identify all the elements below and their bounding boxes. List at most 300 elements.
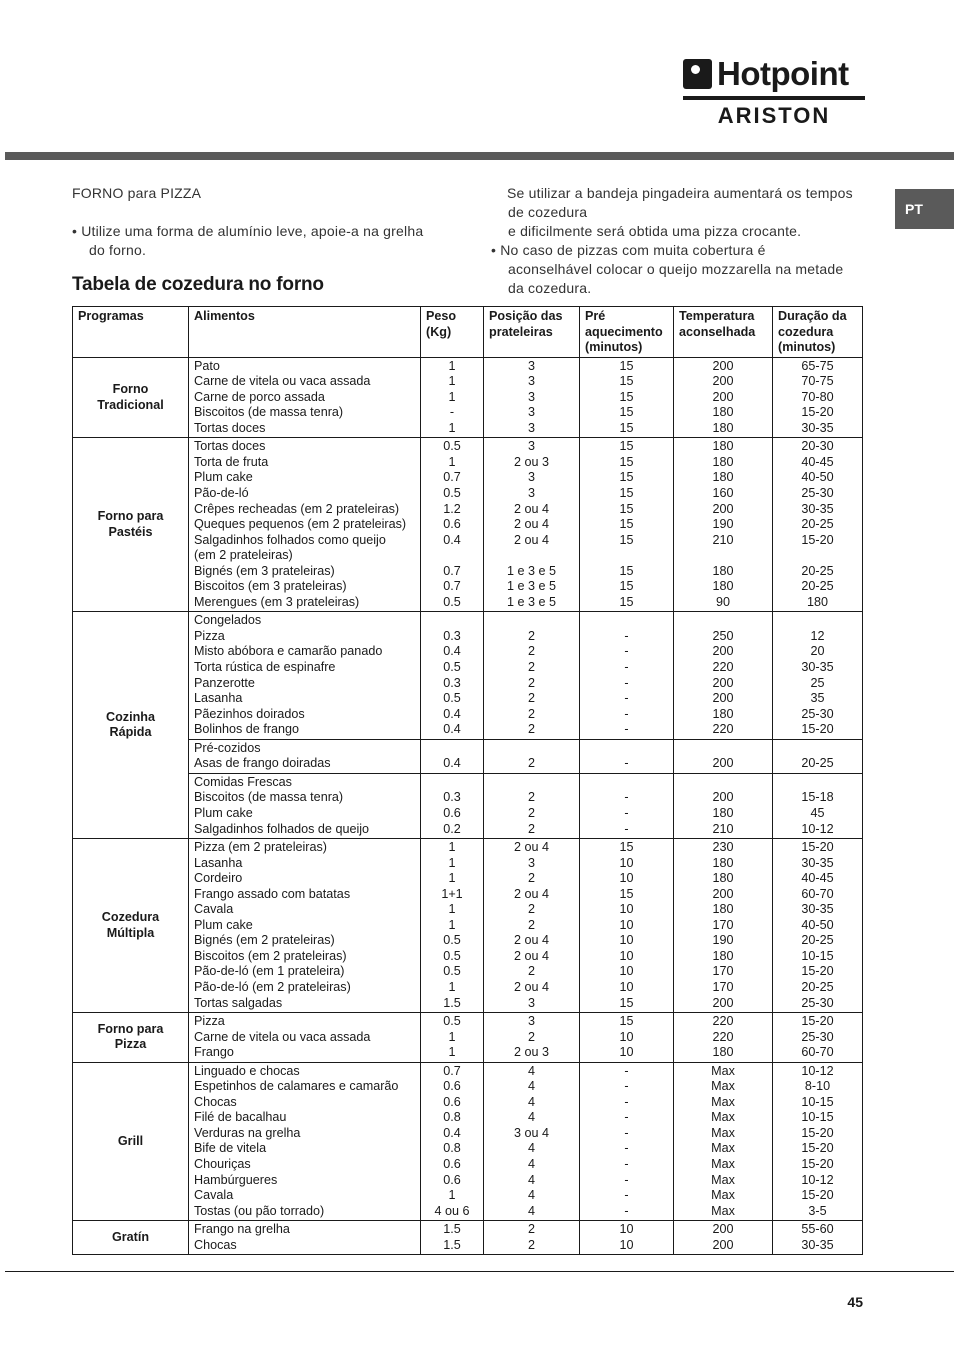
food-item: Pré-cozidos bbox=[194, 740, 261, 755]
shelf-value: 2 bbox=[527, 756, 535, 771]
temperature-value: 190 bbox=[712, 517, 734, 532]
preheat-value bbox=[585, 613, 668, 629]
shelf-value bbox=[489, 548, 574, 564]
weight-value: 1.5 bbox=[443, 1222, 461, 1237]
preheat-value: 10 bbox=[619, 964, 634, 979]
food-item: Crêpes recheadas (em 2 prateleiras) bbox=[194, 501, 400, 516]
weight-value: 0.6 bbox=[443, 517, 461, 532]
duration-value: 15-20 bbox=[801, 722, 834, 737]
food-item: Bife de vitela bbox=[194, 1141, 267, 1156]
weight-value: 0.2 bbox=[443, 821, 461, 836]
food-item: Salgadinhos folhados de queijo bbox=[194, 821, 370, 836]
weight-value: 0.4 bbox=[443, 1125, 461, 1140]
shelf-value: 4 bbox=[527, 1203, 535, 1218]
food-item: Tostas (ou pão torrado) bbox=[194, 1203, 325, 1218]
preheat-value: - bbox=[624, 1156, 629, 1171]
cell-preheat bbox=[580, 1221, 674, 1255]
weight-value: 1 bbox=[448, 917, 456, 932]
cell-food bbox=[189, 773, 421, 838]
preheat-value: 10 bbox=[619, 933, 634, 948]
temperature-value: Max bbox=[711, 1156, 735, 1171]
shelf-value: 2 ou 4 bbox=[513, 933, 549, 948]
duration-value: 55-60 bbox=[801, 1222, 834, 1237]
duration-value: 30-35 bbox=[801, 501, 834, 516]
program-name: Forno para Pastéis bbox=[73, 438, 189, 612]
temperature-value: 200 bbox=[712, 389, 734, 404]
preheat-value: - bbox=[624, 1079, 629, 1094]
temperature-value: 200 bbox=[712, 790, 734, 805]
table-row bbox=[73, 1221, 863, 1255]
preheat-value: - bbox=[624, 660, 629, 675]
cell-weight bbox=[421, 1221, 484, 1255]
preheat-value: 15 bbox=[619, 517, 634, 532]
preheat-value: 10 bbox=[619, 871, 634, 886]
duration-value: 25-30 bbox=[801, 706, 834, 721]
food-item: Chouriças bbox=[194, 1156, 251, 1171]
preheat-value: - bbox=[624, 805, 629, 820]
shelf-value: 2 bbox=[527, 964, 535, 979]
col-header-programs: Programas bbox=[73, 307, 189, 358]
shelf-value: 2 bbox=[527, 871, 535, 886]
temperature-value: 200 bbox=[712, 1222, 734, 1237]
pizza-oven-bullet: • Utilize uma forma de alumínio leve, apoie-a na grelha do forno. bbox=[72, 223, 424, 258]
food-item: Biscoitos (em 3 prateleiras) bbox=[194, 579, 347, 594]
food-item: Plum cake bbox=[194, 805, 253, 820]
temperature-value: 180 bbox=[712, 902, 734, 917]
preheat-value: 10 bbox=[619, 1222, 634, 1237]
shelf-value: 4 bbox=[527, 1188, 535, 1203]
table-row bbox=[73, 612, 863, 739]
shelf-value: 2 bbox=[527, 1029, 535, 1044]
cell-preheat bbox=[580, 357, 674, 438]
temperature-value: 200 bbox=[712, 675, 734, 690]
shelf-value: 2 bbox=[527, 691, 535, 706]
cell-shelf bbox=[484, 612, 580, 739]
duration-value: 30-35 bbox=[801, 660, 834, 675]
duration-value: 10-15 bbox=[801, 1110, 834, 1125]
duration-value: 40-50 bbox=[801, 470, 834, 485]
duration-value bbox=[778, 548, 857, 564]
duration-value: 60-70 bbox=[801, 1045, 834, 1060]
preheat-value: 10 bbox=[619, 1237, 634, 1252]
weight-value: 0.5 bbox=[443, 439, 461, 454]
preheat-value: 15 bbox=[619, 995, 634, 1010]
temperature-value: 180 bbox=[712, 1045, 734, 1060]
temperature-value: 200 bbox=[712, 374, 734, 389]
col-header-temperature: Temperatura aconselhada bbox=[674, 307, 773, 358]
temperature-value: 160 bbox=[712, 486, 734, 501]
duration-value: 8-10 bbox=[804, 1079, 831, 1094]
food-item: Cavala bbox=[194, 902, 234, 917]
duration-value: 10-15 bbox=[801, 1094, 834, 1109]
table-row bbox=[73, 773, 863, 838]
food-item: Queques pequenos (em 2 prateleiras) bbox=[194, 517, 407, 532]
food-item: Pão-de-ló (em 2 prateleiras) bbox=[194, 979, 351, 994]
preheat-value: - bbox=[624, 1063, 629, 1078]
shelf-value: 3 bbox=[527, 358, 535, 373]
temperature-value: 200 bbox=[712, 358, 734, 373]
preheat-value: 15 bbox=[619, 501, 634, 516]
cell-weight bbox=[421, 612, 484, 739]
temperature-value: 170 bbox=[712, 979, 734, 994]
preheat-value: 15 bbox=[619, 840, 634, 855]
preheat-value: - bbox=[624, 644, 629, 659]
weight-value: 0.4 bbox=[443, 644, 461, 659]
weight-value: 0.6 bbox=[443, 1079, 461, 1094]
weight-value: 1+1 bbox=[441, 886, 463, 901]
temperature-value: 220 bbox=[712, 660, 734, 675]
duration-value: 30-35 bbox=[801, 420, 834, 435]
shelf-value: 2 ou 4 bbox=[513, 948, 549, 963]
duration-value: 180 bbox=[806, 594, 828, 609]
duration-value: 10-12 bbox=[801, 1063, 834, 1078]
weight-value: 0.7 bbox=[443, 563, 461, 578]
preheat-value: - bbox=[624, 1110, 629, 1125]
program-name: Cozedura Múltipla bbox=[73, 839, 189, 1013]
cell-preheat bbox=[580, 839, 674, 1013]
duration-value: 15-20 bbox=[801, 405, 834, 420]
preheat-value bbox=[585, 741, 668, 757]
program-name: Forno Tradicional bbox=[73, 357, 189, 438]
preheat-value: - bbox=[624, 790, 629, 805]
cell-shelf bbox=[484, 839, 580, 1013]
program-name: Gratín bbox=[73, 1221, 189, 1255]
weight-value: 1 bbox=[448, 1045, 456, 1060]
table-row bbox=[73, 1062, 863, 1220]
cell-duration bbox=[773, 612, 863, 739]
weight-value: 1 bbox=[448, 389, 456, 404]
col-header-foods: Alimentos bbox=[189, 307, 421, 358]
food-item: Asas de frango doiradas bbox=[194, 756, 331, 771]
duration-value: 15-20 bbox=[801, 1014, 834, 1029]
shelf-value: 4 bbox=[527, 1172, 535, 1187]
shelf-value: 2 bbox=[527, 821, 535, 836]
temperature-value: 180 bbox=[712, 855, 734, 870]
weight-value: 0.5 bbox=[443, 964, 461, 979]
temperature-value: 90 bbox=[715, 594, 730, 609]
food-item: Biscoitos (de massa tenra) bbox=[194, 790, 344, 805]
cell-preheat bbox=[580, 438, 674, 612]
temperature-value: Max bbox=[711, 1172, 735, 1187]
food-item: Bolinhos de frango bbox=[194, 722, 300, 737]
preheat-value: 15 bbox=[619, 358, 634, 373]
page-title: Tabela de cozedura no forno bbox=[72, 274, 324, 295]
shelf-value: 3 bbox=[527, 389, 535, 404]
preheat-value: - bbox=[624, 1125, 629, 1140]
shelf-value: 2 bbox=[527, 902, 535, 917]
shelf-value: 2 bbox=[527, 1222, 535, 1237]
temperature-value: 180 bbox=[712, 706, 734, 721]
preheat-value: - bbox=[624, 675, 629, 690]
cell-weight bbox=[421, 357, 484, 438]
preheat-value: 15 bbox=[619, 886, 634, 901]
brand-logo bbox=[683, 56, 865, 132]
duration-value: 15-20 bbox=[801, 1156, 834, 1171]
weight-value bbox=[426, 775, 478, 791]
temperature-value: Max bbox=[711, 1110, 735, 1125]
temperature-value: 170 bbox=[712, 964, 734, 979]
duration-value: 20-25 bbox=[801, 579, 834, 594]
shelf-value: 2 bbox=[527, 722, 535, 737]
temperature-value: 200 bbox=[712, 501, 734, 516]
duration-value: 15-20 bbox=[801, 840, 834, 855]
temperature-value: 200 bbox=[712, 1237, 734, 1252]
cell-shelf bbox=[484, 739, 580, 773]
cell-weight bbox=[421, 773, 484, 838]
duration-value: 10-12 bbox=[801, 1172, 834, 1187]
duration-value: 25-30 bbox=[801, 995, 834, 1010]
temperature-value: 250 bbox=[712, 628, 734, 643]
duration-value: 40-45 bbox=[801, 871, 834, 886]
shelf-value: 3 bbox=[527, 486, 535, 501]
preheat-value: - bbox=[624, 722, 629, 737]
duration-value: 10-12 bbox=[801, 821, 834, 836]
shelf-value: 1 e 3 e 5 bbox=[506, 594, 557, 609]
cell-food bbox=[189, 739, 421, 773]
food-item: Plum cake bbox=[194, 470, 253, 485]
temperature-value: 220 bbox=[712, 1014, 734, 1029]
table-row bbox=[73, 357, 863, 438]
table-row bbox=[73, 739, 863, 773]
weight-value: 1 bbox=[448, 871, 456, 886]
preheat-value: 15 bbox=[619, 563, 634, 578]
temperature-value: 200 bbox=[712, 756, 734, 771]
food-item: Carne de vitela ou vaca assada bbox=[194, 374, 371, 389]
food-item: Filé de bacalhau bbox=[194, 1110, 287, 1125]
food-item: Biscoitos (em 2 prateleiras) bbox=[194, 948, 347, 963]
preheat-value: - bbox=[624, 1188, 629, 1203]
col-header-weight: Peso (Kg) bbox=[421, 307, 484, 358]
duration-value: 65-75 bbox=[801, 358, 834, 373]
preheat-value: 15 bbox=[619, 454, 634, 469]
temperature-value: Max bbox=[711, 1079, 735, 1094]
pizza-oven-title: FORNO para PIZZA bbox=[72, 185, 202, 201]
weight-value: 4 ou 6 bbox=[434, 1203, 470, 1218]
duration-value: 20-25 bbox=[801, 517, 834, 532]
logo-mark-icon bbox=[683, 59, 712, 89]
temperature-value: 180 bbox=[712, 805, 734, 820]
drip-tray-note-cont: e dificilmente será obtida uma pizza crocante. bbox=[508, 223, 802, 239]
preheat-value: - bbox=[624, 756, 629, 771]
preheat-value: 15 bbox=[619, 439, 634, 454]
preheat-value: 15 bbox=[619, 470, 634, 485]
language-tab: PT bbox=[895, 189, 954, 229]
food-item: Carne de porco assada bbox=[194, 389, 325, 404]
preheat-value: 15 bbox=[619, 486, 634, 501]
duration-value: 25 bbox=[810, 675, 825, 690]
food-item: Hambúrgueres bbox=[194, 1172, 278, 1187]
weight-value: 0.5 bbox=[443, 594, 461, 609]
shelf-value: 1 e 3 e 5 bbox=[506, 563, 557, 578]
temperature-value: 220 bbox=[712, 1029, 734, 1044]
food-item: Espetinhos de calamares e camarão bbox=[194, 1079, 399, 1094]
weight-value: 1.5 bbox=[443, 1237, 461, 1252]
food-item: Misto abóbora e camarão panado bbox=[194, 644, 383, 659]
weight-value: 0.5 bbox=[443, 1014, 461, 1029]
food-item: Congelados bbox=[194, 613, 262, 628]
table-row bbox=[73, 1013, 863, 1063]
food-item: Tortas doces bbox=[194, 439, 266, 454]
shelf-value: 2 bbox=[527, 644, 535, 659]
preheat-value: 15 bbox=[619, 405, 634, 420]
food-item: Torta rústica de espinafre bbox=[194, 660, 336, 675]
cell-temperature bbox=[674, 739, 773, 773]
weight-value: 0.8 bbox=[443, 1110, 461, 1125]
duration-value: 25-30 bbox=[801, 486, 834, 501]
food-item: Biscoitos (de massa tenra) bbox=[194, 405, 344, 420]
weight-value: 0.4 bbox=[443, 706, 461, 721]
food-item: Salgadinhos folhados como queijo bbox=[194, 532, 386, 547]
cell-shelf bbox=[484, 773, 580, 838]
temperature-value: 200 bbox=[712, 995, 734, 1010]
temperature-value bbox=[679, 613, 767, 629]
shelf-value: 4 bbox=[527, 1141, 535, 1156]
food-item: Comidas Frescas bbox=[194, 774, 292, 789]
preheat-value: 10 bbox=[619, 1045, 634, 1060]
table-row bbox=[73, 839, 863, 1013]
duration-value: 15-18 bbox=[801, 790, 834, 805]
preheat-value: - bbox=[624, 706, 629, 721]
temperature-value: Max bbox=[711, 1188, 735, 1203]
preheat-value: 10 bbox=[619, 1029, 634, 1044]
weight-value: 0.4 bbox=[443, 756, 461, 771]
food-item: Verduras na grelha bbox=[194, 1125, 301, 1140]
duration-value: 20-25 bbox=[801, 933, 834, 948]
shelf-value: 3 bbox=[527, 995, 535, 1010]
food-item: Cavala bbox=[194, 1188, 234, 1203]
shelf-value: 4 bbox=[527, 1079, 535, 1094]
duration-value: 20-25 bbox=[801, 756, 834, 771]
food-item: Linguado e chocas bbox=[194, 1063, 300, 1078]
shelf-value: 4 bbox=[527, 1156, 535, 1171]
temperature-value: Max bbox=[711, 1203, 735, 1218]
cell-temperature bbox=[674, 438, 773, 612]
table-header-row bbox=[73, 307, 863, 358]
cell-preheat bbox=[580, 1013, 674, 1063]
preheat-value: 15 bbox=[619, 532, 634, 547]
temperature-value: 180 bbox=[712, 871, 734, 886]
food-item: Pizza bbox=[194, 1014, 225, 1029]
food-item: Merengues (em 3 prateleiras) bbox=[194, 594, 360, 609]
duration-value: 20 bbox=[810, 644, 825, 659]
duration-value: 70-80 bbox=[801, 389, 834, 404]
temperature-value: 220 bbox=[712, 722, 734, 737]
food-item: Tortas doces bbox=[194, 420, 266, 435]
shelf-value: 2 ou 4 bbox=[513, 840, 549, 855]
cell-duration bbox=[773, 773, 863, 838]
temperature-value: Max bbox=[711, 1094, 735, 1109]
shelf-value: 2 ou 4 bbox=[513, 517, 549, 532]
temperature-value: 170 bbox=[712, 917, 734, 932]
weight-value: 1.5 bbox=[443, 995, 461, 1010]
food-item: Frango bbox=[194, 1045, 234, 1060]
topping-bullet: • No caso de pizzas com muita cobertura é aconselhável colocar o queijo mozzarella na metade da cozedura. bbox=[491, 242, 844, 296]
preheat-value: 15 bbox=[619, 374, 634, 389]
preheat-value: 15 bbox=[619, 420, 634, 435]
food-item: Plum cake bbox=[194, 917, 253, 932]
logo-brand-text: Hotpoint bbox=[717, 55, 849, 92]
food-item: Pão-de-ló (em 1 prateleira) bbox=[194, 964, 345, 979]
shelf-value: 2 bbox=[527, 706, 535, 721]
preheat-value: - bbox=[624, 821, 629, 836]
duration-value: 30-35 bbox=[801, 855, 834, 870]
cell-preheat bbox=[580, 773, 674, 838]
weight-value: 0.3 bbox=[443, 628, 461, 643]
shelf-value: 2 ou 4 bbox=[513, 532, 549, 547]
cell-shelf bbox=[484, 1013, 580, 1063]
shelf-value: 3 bbox=[527, 1014, 535, 1029]
food-item: Pão-de-ló bbox=[194, 486, 249, 501]
duration-value: 20-30 bbox=[801, 439, 834, 454]
weight-value: 1 bbox=[448, 1188, 456, 1203]
temperature-value: Max bbox=[711, 1063, 735, 1078]
cell-food bbox=[189, 1221, 421, 1255]
food-item: Pãezinhos doirados bbox=[194, 706, 305, 721]
food-item: Pizza bbox=[194, 628, 225, 643]
page-number: 45 bbox=[847, 1294, 863, 1310]
shelf-value: 2 ou 4 bbox=[513, 886, 549, 901]
weight-value bbox=[426, 548, 478, 564]
temperature-value: 200 bbox=[712, 691, 734, 706]
preheat-value: 10 bbox=[619, 855, 634, 870]
weight-value bbox=[426, 613, 478, 629]
preheat-value: 10 bbox=[619, 917, 634, 932]
shelf-value: 3 bbox=[527, 420, 535, 435]
weight-value: 1 bbox=[448, 1029, 456, 1044]
cell-temperature bbox=[674, 773, 773, 838]
food-item: Panzerotte bbox=[194, 675, 255, 690]
cell-temperature bbox=[674, 1221, 773, 1255]
weight-value: 1 bbox=[448, 855, 456, 870]
weight-value: 0.5 bbox=[443, 660, 461, 675]
cell-preheat bbox=[580, 739, 674, 773]
shelf-value: 2 bbox=[527, 805, 535, 820]
duration-value: 30-35 bbox=[801, 902, 834, 917]
weight-value: 0.7 bbox=[443, 470, 461, 485]
shelf-value: 1 e 3 e 5 bbox=[506, 579, 557, 594]
shelf-value: 2 bbox=[527, 1237, 535, 1252]
cell-duration bbox=[773, 1221, 863, 1255]
cooking-table bbox=[72, 306, 863, 1255]
shelf-value: 2 bbox=[527, 628, 535, 643]
shelf-value: 2 ou 4 bbox=[513, 979, 549, 994]
duration-value: 15-20 bbox=[801, 532, 834, 547]
weight-value bbox=[426, 741, 478, 757]
shelf-value: 2 ou 3 bbox=[513, 454, 549, 469]
preheat-value: - bbox=[624, 1203, 629, 1218]
preheat-value: - bbox=[624, 1141, 629, 1156]
weight-value: 0.5 bbox=[443, 948, 461, 963]
preheat-value: - bbox=[624, 628, 629, 643]
temperature-value: 180 bbox=[712, 439, 734, 454]
cell-temperature bbox=[674, 1013, 773, 1063]
temperature-value: 180 bbox=[712, 579, 734, 594]
weight-value: 1.2 bbox=[443, 501, 461, 516]
temperature-value: 180 bbox=[712, 420, 734, 435]
weight-value: 0.3 bbox=[443, 790, 461, 805]
weight-value: 0.6 bbox=[443, 1094, 461, 1109]
preheat-value: 10 bbox=[619, 902, 634, 917]
cell-shelf bbox=[484, 1221, 580, 1255]
col-header-shelf: Posição das prateleiras bbox=[484, 307, 580, 358]
cell-duration bbox=[773, 1013, 863, 1063]
cell-weight bbox=[421, 1062, 484, 1220]
header-bar bbox=[5, 152, 954, 160]
duration-value: 15-20 bbox=[801, 964, 834, 979]
cell-weight bbox=[421, 739, 484, 773]
cell-shelf bbox=[484, 357, 580, 438]
cell-food bbox=[189, 1062, 421, 1220]
